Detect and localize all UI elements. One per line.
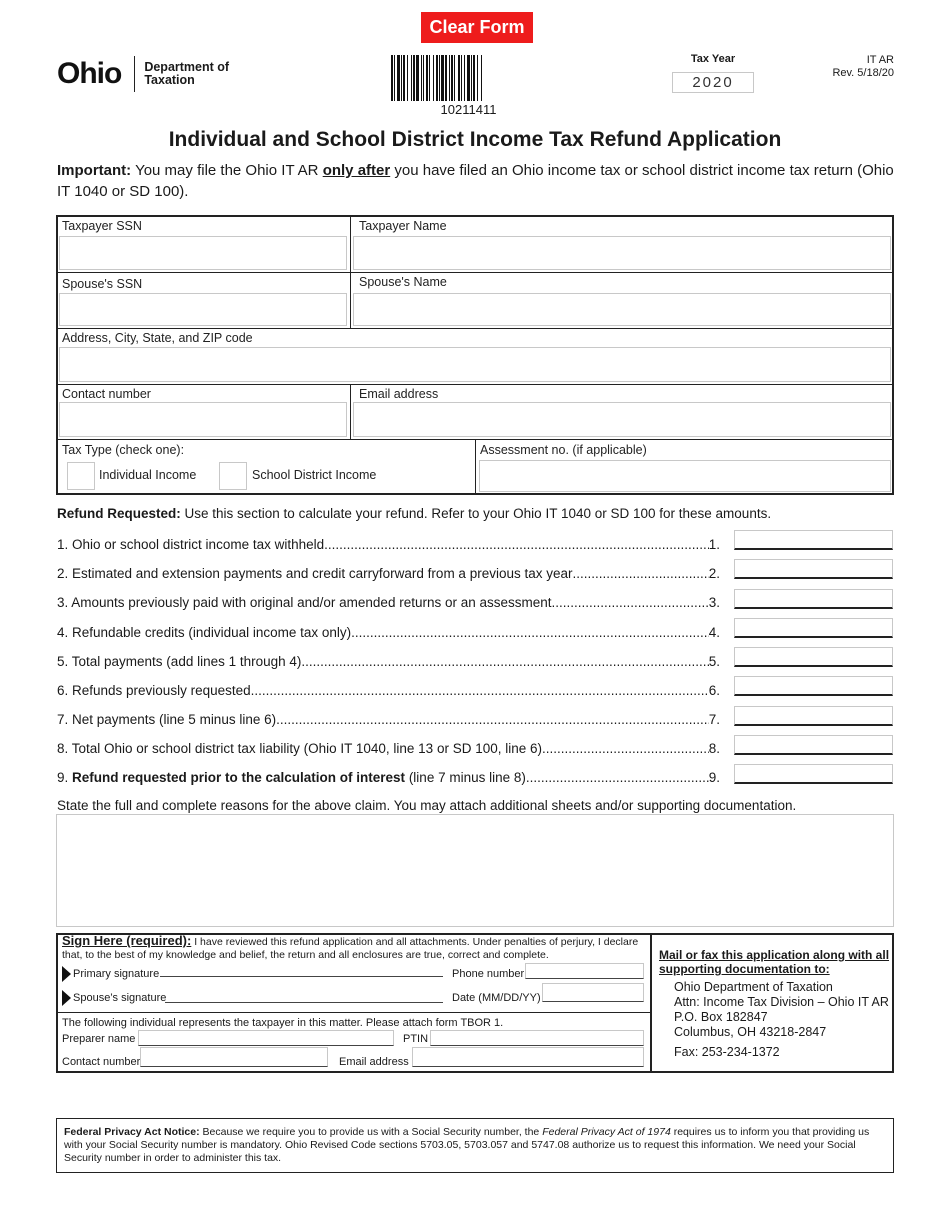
preparer-email-field[interactable] [412,1047,644,1067]
preparer-contact-field[interactable] [140,1047,328,1067]
barcode-bar [391,55,393,101]
individual-income-checkbox[interactable] [67,462,95,490]
barcode-bar [454,55,455,101]
refund-line-3 [57,595,720,610]
refund-line-3-amount-field[interactable] [734,589,893,609]
contact-number-field[interactable] [59,402,347,437]
refund-line-number: 4. [708,625,720,640]
refund-line-9 [57,770,720,785]
tax-type-label: Tax Type (check one): [62,443,185,457]
phone-number-field[interactable] [525,963,644,979]
primary-signature-field[interactable] [160,961,443,977]
school-district-checkbox[interactable] [219,462,247,490]
refund-line-number: 9. [708,770,720,785]
refund-line-text: 5. Total payments (add lines 1 through 4) [57,654,302,669]
assessment-field[interactable] [479,460,891,492]
logo-divider [134,56,135,92]
leader-dots [276,712,709,727]
leader-dots [324,537,709,552]
clear-form-button[interactable]: Clear Form [421,12,533,43]
refund-line-text: 2. Estimated and extension payments and credit carryforward from a previous tax year [57,566,573,581]
spouse-signature-label: Spouse’s signature [73,991,167,1004]
taxpayer-ssn-field[interactable] [59,236,347,270]
barcode-bar [467,55,470,101]
spouse-ssn-field[interactable] [59,293,347,326]
ohio-logo [57,56,229,92]
phone-number-label: Phone number [452,968,525,980]
barcode-bar [451,55,453,101]
refund-line-4 [57,625,720,640]
reasons-label: State the full and complete reasons for the above claim. You may attach additional sheets and/or supporting documentation. [57,798,797,813]
taxpayer-name-field[interactable] [353,236,891,270]
primary-signature-row [62,966,159,982]
preparer-email-label: Email address [339,1056,409,1068]
refund-line-2 [57,566,720,581]
primary-signature-label: Primary signature [73,967,160,980]
barcode-bar [441,55,444,101]
mail-instructions [659,948,891,1060]
refund-line-7-amount-field[interactable] [734,706,893,726]
dept-line-1: Department of [144,60,230,74]
refund-line-4-amount-field[interactable] [734,618,893,638]
barcode-bar [426,55,428,101]
form-revision: Rev. 5/18/20 [832,67,894,79]
mail-line-4: Columbus, OH 43218-2847 [674,1025,827,1039]
refund-line-text: 8. Total Ohio or school district tax liability (Ohio IT 1040, line 13 or SD 100, line 6) [57,741,542,756]
tax-year-label: Tax Year [690,53,736,65]
mail-fax: Fax: 253-234-1372 [674,1045,780,1059]
leader-dots [542,741,709,756]
barcode-bar [407,55,408,101]
contact-number-label: Contact number [62,387,151,401]
refund-line-7 [57,712,720,727]
barcode-bar [473,55,475,101]
dept-line-2: Taxation [144,73,195,87]
barcode-bar [477,55,478,101]
leader-dots [573,566,709,581]
email-address-field[interactable] [353,402,891,437]
barcode-bar [436,55,438,101]
barcode-bar [403,55,405,101]
taxpayer-ssn-label: Taxpayer SSN [62,219,142,233]
individual-income-label: Individual Income [99,468,197,482]
barcode-bar [416,55,419,101]
refund-line-text: 4. Refundable credits (individual income tax only) [57,625,352,640]
leader-dots [251,683,709,698]
barcode-bar [401,55,402,101]
barcode-bar [397,55,400,101]
refund-line-number: 1. [708,537,720,552]
ptin-field[interactable] [430,1030,644,1046]
form-id: IT AR [866,54,894,66]
spouse-name-label: Spouse's Name [359,275,447,289]
spouse-signature-field[interactable] [165,987,443,1003]
refund-line-text: 3. Amounts previously paid with original and/or amended returns or an assessment [57,595,552,610]
refund-line-8-amount-field[interactable] [734,735,893,755]
important-emphasis: only after [322,162,391,179]
barcode-bar [471,55,472,101]
preparer-name-label: Preparer name [62,1033,136,1045]
mail-line-3: P.O. Box 182847 [674,1010,768,1024]
mail-heading-2: supporting documentation to: [659,962,830,976]
sign-declaration: Sign Here (required): I have reviewed this refund application and all attachments. Under penalties of perjury, I declare that, to the best of my knowledge and belief, the return and all enclosures are true, correct and complete. [62,933,639,961]
refund-line-number: 8. [708,741,720,756]
tax-year-field[interactable]: 2020 [672,72,754,93]
representative-text: The following individual represents the taxpayer in this matter. Please attach form TBOR 1. [62,1017,504,1029]
refund-line-5 [57,654,720,669]
refund-line-number: 6. [708,683,720,698]
refund-line-9-amount-field[interactable] [734,764,893,784]
barcode-bar [413,55,415,101]
leader-dots [552,595,709,610]
refund-line-2-amount-field[interactable] [734,559,893,579]
refund-heading: Refund Requested: Use this section to calculate your refund. Refer to your Ohio IT 1040 or SD 100 for these amounts. [57,506,772,521]
spouse-signature-row [62,990,166,1006]
preparer-name-field[interactable] [138,1030,394,1046]
address-field[interactable] [59,347,891,382]
barcode-bar [429,55,430,101]
page-title: Individual and School District Income Tax Refund Application [168,128,782,151]
refund-line-5-amount-field[interactable] [734,647,893,667]
address-label: Address, City, State, and ZIP code [62,331,253,345]
date-field[interactable] [542,983,644,1002]
refund-line-number: 3. [708,595,720,610]
refund-line-8 [57,741,720,756]
barcode-bar [458,55,460,101]
barcode-bar [433,55,434,101]
arrow-right-icon [62,966,71,982]
refund-line-6-amount-field[interactable] [734,676,893,696]
privacy-notice: Federal Privacy Act Notice: Because we require you to provide us with a Social Security number, the Federal Privacy Act of 1974 requires us to inform you that providing us with your Social Security number is mandatory. Ohio Revised Code sections 5703.05, 5703.057 and 5747.08 authorize us to request this information. We need your Social Security number in order to administer this tax. [64,1126,870,1164]
barcode-bar [461,55,462,101]
email-address-label: Email address [359,387,439,401]
leader-dots [301,654,708,669]
refund-line-text: 9. Refund requested prior to the calculation of interest (line 7 minus line 8) [57,770,526,785]
refund-line-number: 5. [708,654,720,669]
assessment-label: Assessment no. (if applicable) [480,443,647,457]
ptin-label: PTIN [403,1033,429,1045]
leader-dots [351,625,709,640]
barcode-bar [445,55,447,101]
barcode-bar [423,55,424,101]
spouse-ssn-label: Spouse's SSN [62,277,143,291]
mail-heading-1: Mail or fax this application along with all [659,948,890,962]
barcode-bar [439,55,440,101]
arrow-right-icon [62,990,71,1006]
taxpayer-name-label: Taxpayer Name [359,219,447,233]
spouse-name-field[interactable] [353,293,891,326]
school-district-label: School District Income [252,468,377,482]
refund-line-6 [57,683,720,698]
barcode-bar [411,55,412,101]
barcode-bar [464,55,465,101]
sign-heading: Sign Here (required): [62,933,192,948]
mail-line-2: Attn: Income Tax Division – Ohio IT AR [674,995,889,1009]
ohio-logo-text: Ohio [57,57,122,90]
refund-line-number: 2. [708,566,720,581]
barcode [391,55,546,101]
barcode-bar [421,55,422,101]
refund-line-text: 7. Net payments (line 5 minus line 6) [57,712,277,727]
important-notice: Important: You may file the Ohio IT AR only after you have filed an Ohio income tax or school district income tax return (Ohio IT 1040 or SD 100). [57,162,894,200]
refund-line-number: 7. [708,712,720,727]
refund-line-text: 6. Refunds previously requested [57,683,251,698]
barcode-bar [394,55,395,101]
important-label: Important: [57,162,132,179]
reasons-textarea[interactable] [56,814,894,927]
date-label: Date (MM/DD/YY) [452,992,541,1004]
mail-line-1: Ohio Department of Taxation [674,980,833,994]
leader-dots [526,770,709,785]
barcode-number: 10211411 [440,102,497,117]
barcode-bar [481,55,482,101]
barcode-bar [449,55,450,101]
preparer-contact-label: Contact number [62,1056,141,1068]
refund-line-1 [57,537,720,552]
refund-line-text: 1. Ohio or school district income tax withheld [57,537,325,552]
refund-line-1-amount-field[interactable] [734,530,893,550]
